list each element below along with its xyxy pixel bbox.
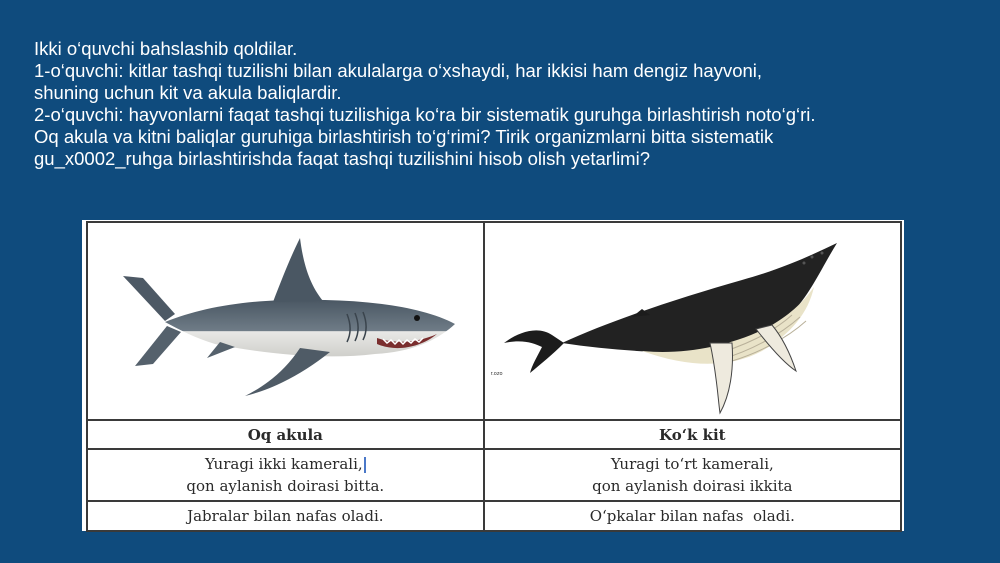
comparison-figure (82, 220, 904, 531)
table-row-breathing (87, 501, 901, 531)
table-row-titles (87, 420, 901, 449)
shark-breathing: Jabralar bilan nafas oladi. (87, 501, 484, 531)
comparison-table (86, 221, 902, 532)
whale-breathing: O‘pkalar bilan nafas oladi. (484, 501, 901, 531)
shark-heart-line2: qon aylanish doirasi bitta. (186, 477, 385, 495)
table-row-heart (87, 449, 901, 501)
text-line-student1-a: 1-o‘quvchi: kitlar tashqi tuzilishi bilan akulalarga o‘xshaydi, har ikkisi ham dengiz hayvoni, (34, 60, 763, 81)
text-line-intro: Ikki o‘quvchi bahslashib qoldilar. (34, 38, 298, 59)
shark-heart-cell (87, 449, 484, 501)
image-mark: r.ozo (490, 371, 503, 377)
shark-title: Oq akula (87, 420, 484, 449)
text-line-student2: 2-o‘quvchi: hayvonlarni faqat tashqi tuzilishiga ko‘ra bir sistematik guruhga birlashtirish noto‘g‘ri. (34, 104, 816, 125)
slide-text (34, 38, 984, 170)
shark-image-cell (87, 222, 484, 420)
text-cursor (364, 457, 366, 473)
whale-heart-line2: qon aylanish doirasi ikkita (592, 477, 793, 495)
whale-image-cell (484, 222, 901, 420)
shark-heart-line1: Yuragi ikki kamerali, (204, 455, 363, 473)
text-line-question-a: Oq akula va kitni baliqlar guruhiga birlashtirish to‘g‘rimi? Tirik organizmlarni bitta sistematik (34, 126, 774, 147)
whale-heart-cell (484, 449, 901, 501)
whale-illustration (492, 225, 892, 417)
table-row-images (87, 222, 901, 420)
shark-illustration (95, 226, 475, 416)
whale-heart-line1: Yuragi to‘rt kamerali, (610, 455, 774, 473)
whale-title: Ko‘k kit (484, 420, 901, 449)
text-line-student1-b: shuning uchun kit va akula baliqlardir. (34, 82, 342, 103)
text-line-question-b: gu_x0002_ruhga birlashtirishda faqat tashqi tuzilishini hisob olish yetarlimi? (34, 148, 650, 169)
